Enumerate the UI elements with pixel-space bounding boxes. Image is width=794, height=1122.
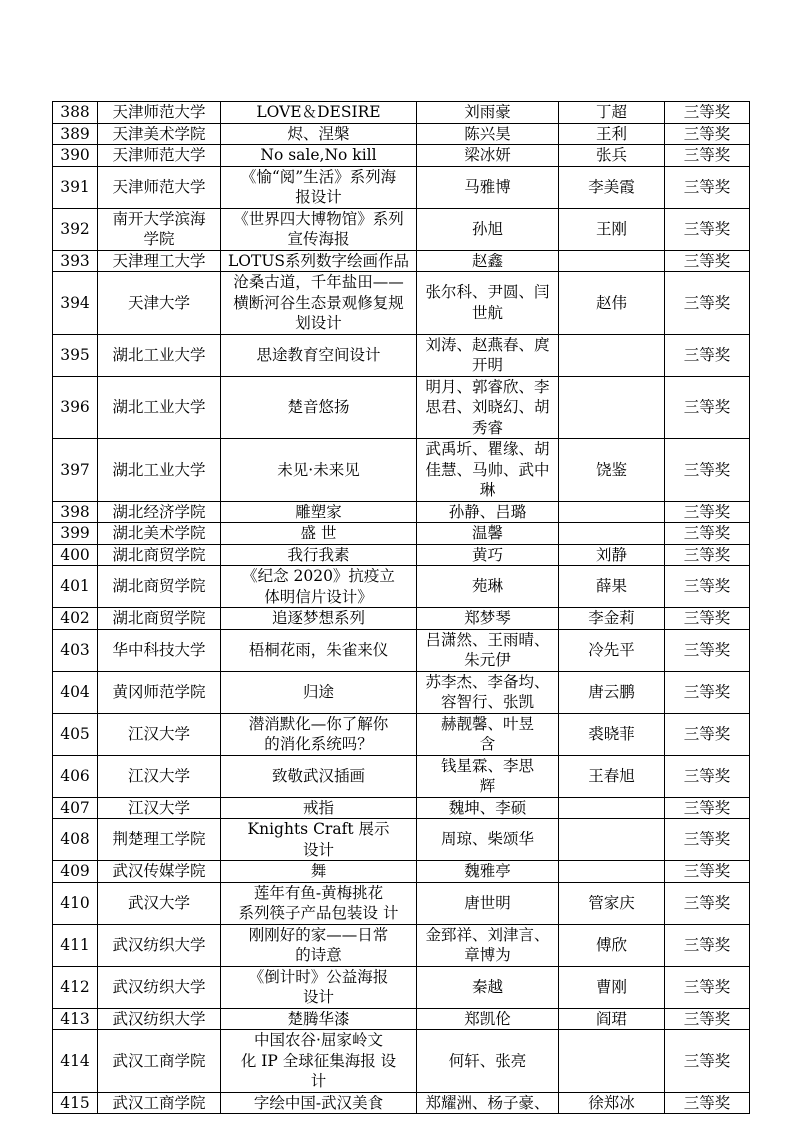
cell-advisor: 傅欣	[559, 924, 665, 966]
cell-title: 梧桐花雨，朱雀来仪	[221, 629, 417, 671]
cell-authors: 郑梦琴	[417, 608, 559, 630]
cell-no: 394	[53, 272, 98, 335]
cell-advisor: 管家庆	[559, 882, 665, 924]
table-row	[53, 272, 750, 335]
cell-advisor: 薛果	[559, 566, 665, 608]
cell-school: 天津理工大学	[98, 250, 221, 272]
cell-award: 三等奖	[665, 501, 750, 523]
cell-no: 388	[53, 102, 98, 124]
cell-school: 天津师范大学	[98, 145, 221, 167]
cell-no: 389	[53, 123, 98, 145]
cell-advisor: 唐云鹏	[559, 671, 665, 713]
cell-award: 三等奖	[665, 123, 750, 145]
table-row	[53, 755, 750, 797]
cell-title: 盛 世	[221, 523, 417, 545]
cell-title: 《倒计时》公益海报 设计	[221, 966, 417, 1008]
cell-authors: 魏雅亭	[417, 861, 559, 883]
cell-no: 407	[53, 797, 98, 819]
cell-title: 中国农谷·屈家岭文 化 IP 全球征集海报 设 计	[221, 1030, 417, 1093]
cell-title: 未见·未来见	[221, 439, 417, 502]
cell-title: 莲年有鱼-黄梅挑花 系列筷子产品包装设 计	[221, 882, 417, 924]
cell-school: 江汉大学	[98, 755, 221, 797]
cell-school: 黄冈师范学院	[98, 671, 221, 713]
table-row	[53, 819, 750, 861]
table-row	[53, 208, 750, 250]
cell-authors: 梁冰妍	[417, 145, 559, 167]
cell-advisor	[559, 797, 665, 819]
cell-no: 396	[53, 376, 98, 439]
cell-advisor: 曹刚	[559, 966, 665, 1008]
cell-school: 武汉纺织大学	[98, 966, 221, 1008]
cell-no: 403	[53, 629, 98, 671]
cell-advisor: 张兵	[559, 145, 665, 167]
cell-authors: 刘雨豪	[417, 102, 559, 124]
cell-title: 烬、涅槃	[221, 123, 417, 145]
cell-no: 392	[53, 208, 98, 250]
cell-award: 三等奖	[665, 523, 750, 545]
cell-award: 三等奖	[665, 166, 750, 208]
cell-title: Knights Craft 展示 设计	[221, 819, 417, 861]
cell-no: 397	[53, 439, 98, 502]
cell-no: 405	[53, 713, 98, 755]
cell-title: 追逐梦想系列	[221, 608, 417, 630]
cell-no: 409	[53, 861, 98, 883]
cell-award: 三等奖	[665, 145, 750, 167]
cell-title: 致敬武汉插画	[221, 755, 417, 797]
table-row	[53, 166, 750, 208]
cell-title: 楚腾华漆	[221, 1008, 417, 1030]
table-row	[53, 797, 750, 819]
table-row	[53, 523, 750, 545]
cell-title: 潜消默化—你了解你 的消化系统吗？	[221, 713, 417, 755]
cell-no: 401	[53, 566, 98, 608]
cell-authors: 孙静、吕璐	[417, 501, 559, 523]
cell-award: 三等奖	[665, 250, 750, 272]
cell-advisor: 裘晓菲	[559, 713, 665, 755]
table-row	[53, 671, 750, 713]
cell-no: 393	[53, 250, 98, 272]
table-row	[53, 1092, 750, 1114]
cell-award: 三等奖	[665, 1092, 750, 1114]
cell-authors: 郑耀洲、杨子豪、	[417, 1092, 559, 1114]
cell-school: 天津大学	[98, 272, 221, 335]
cell-school: 武汉工商学院	[98, 1092, 221, 1114]
table-row	[53, 629, 750, 671]
cell-school: 湖北工业大学	[98, 334, 221, 376]
cell-advisor: 饶鉴	[559, 439, 665, 502]
cell-authors: 魏坤、李硕	[417, 797, 559, 819]
cell-authors: 赵鑫	[417, 250, 559, 272]
cell-school: 湖北美术学院	[98, 523, 221, 545]
cell-authors: 郑凯伦	[417, 1008, 559, 1030]
cell-school: 湖北经济学院	[98, 501, 221, 523]
cell-no: 408	[53, 819, 98, 861]
cell-title: No sale,No kill	[221, 145, 417, 167]
table-row	[53, 1030, 750, 1093]
cell-no: 395	[53, 334, 98, 376]
cell-title: 舞	[221, 861, 417, 883]
cell-no: 412	[53, 966, 98, 1008]
cell-advisor	[559, 501, 665, 523]
cell-school: 华中科技大学	[98, 629, 221, 671]
table-row	[53, 501, 750, 523]
cell-title: 思途教育空间设计	[221, 334, 417, 376]
cell-award: 三等奖	[665, 966, 750, 1008]
cell-advisor: 徐郑冰	[559, 1092, 665, 1114]
cell-award: 三等奖	[665, 924, 750, 966]
cell-authors: 周琼、柴颂华	[417, 819, 559, 861]
cell-title: LOVE＆DESIRE	[221, 102, 417, 124]
cell-award: 三等奖	[665, 1030, 750, 1093]
cell-title: 戒指	[221, 797, 417, 819]
cell-no: 413	[53, 1008, 98, 1030]
cell-school: 荆楚理工学院	[98, 819, 221, 861]
cell-advisor	[559, 819, 665, 861]
cell-no: 404	[53, 671, 98, 713]
cell-award: 三等奖	[665, 544, 750, 566]
cell-title: 《世界四大博物馆》系列 宣传海报	[221, 208, 417, 250]
cell-school: 武汉纺织大学	[98, 924, 221, 966]
cell-authors: 何轩、张亮	[417, 1030, 559, 1093]
cell-school: 湖北工业大学	[98, 376, 221, 439]
table-row	[53, 123, 750, 145]
cell-school: 天津师范大学	[98, 166, 221, 208]
cell-no: 415	[53, 1092, 98, 1114]
cell-no: 399	[53, 523, 98, 545]
cell-award: 三等奖	[665, 819, 750, 861]
cell-authors: 马雅博	[417, 166, 559, 208]
cell-award: 三等奖	[665, 334, 750, 376]
cell-advisor	[559, 250, 665, 272]
cell-no: 391	[53, 166, 98, 208]
cell-title: 刚刚好的家——日常 的诗意	[221, 924, 417, 966]
cell-award: 三等奖	[665, 671, 750, 713]
cell-award: 三等奖	[665, 608, 750, 630]
cell-advisor: 冷先平	[559, 629, 665, 671]
cell-no: 402	[53, 608, 98, 630]
cell-award: 三等奖	[665, 629, 750, 671]
table-row	[53, 566, 750, 608]
table-row	[53, 439, 750, 502]
table-row	[53, 334, 750, 376]
cell-school: 武汉工商学院	[98, 1030, 221, 1093]
cell-award: 三等奖	[665, 797, 750, 819]
cell-authors: 陈兴昊	[417, 123, 559, 145]
table-row	[53, 544, 750, 566]
cell-school: 湖北商贸学院	[98, 566, 221, 608]
cell-advisor: 王利	[559, 123, 665, 145]
cell-school: 南开大学滨海 学院	[98, 208, 221, 250]
cell-title: 《愉“阅”生活》系列海 报设计	[221, 166, 417, 208]
cell-authors: 温馨	[417, 523, 559, 545]
cell-authors: 黄巧	[417, 544, 559, 566]
table-row	[53, 608, 750, 630]
cell-authors: 秦越	[417, 966, 559, 1008]
cell-award: 三等奖	[665, 272, 750, 335]
cell-school: 江汉大学	[98, 797, 221, 819]
cell-advisor: 李美霞	[559, 166, 665, 208]
table-row	[53, 966, 750, 1008]
cell-school: 江汉大学	[98, 713, 221, 755]
cell-school: 湖北商贸学院	[98, 608, 221, 630]
table-row	[53, 1008, 750, 1030]
cell-advisor: 李金莉	[559, 608, 665, 630]
cell-no: 390	[53, 145, 98, 167]
cell-school: 天津师范大学	[98, 102, 221, 124]
cell-advisor: 王春旭	[559, 755, 665, 797]
cell-advisor: 王刚	[559, 208, 665, 250]
cell-authors: 刘涛、赵燕春、庹 开明	[417, 334, 559, 376]
table-row	[53, 924, 750, 966]
cell-advisor	[559, 334, 665, 376]
cell-school: 武汉大学	[98, 882, 221, 924]
table-row	[53, 713, 750, 755]
table-row	[53, 882, 750, 924]
cell-advisor: 赵伟	[559, 272, 665, 335]
cell-school: 天津美术学院	[98, 123, 221, 145]
cell-advisor	[559, 1030, 665, 1093]
table-row	[53, 376, 750, 439]
cell-authors: 金郅祥、刘津言、 章博为	[417, 924, 559, 966]
table-body	[53, 102, 750, 1114]
cell-no: 398	[53, 501, 98, 523]
cell-no: 410	[53, 882, 98, 924]
cell-advisor	[559, 861, 665, 883]
cell-authors: 张尔科、尹圆、闫 世航	[417, 272, 559, 335]
cell-authors: 苑琳	[417, 566, 559, 608]
cell-school: 武汉纺织大学	[98, 1008, 221, 1030]
cell-award: 三等奖	[665, 882, 750, 924]
cell-award: 三等奖	[665, 439, 750, 502]
cell-school: 湖北商贸学院	[98, 544, 221, 566]
cell-title: 沧桑古道，千年盐田—— 横断河谷生态景观修复规 划设计	[221, 272, 417, 335]
cell-authors: 钱星霖、李思 辉	[417, 755, 559, 797]
cell-no: 406	[53, 755, 98, 797]
cell-school: 湖北工业大学	[98, 439, 221, 502]
cell-authors: 苏李杰、李备均、 容智行、张凯	[417, 671, 559, 713]
cell-authors: 赫靓馨、叶昱 含	[417, 713, 559, 755]
award-table	[52, 101, 750, 1114]
cell-advisor	[559, 523, 665, 545]
cell-no: 400	[53, 544, 98, 566]
cell-award: 三等奖	[665, 376, 750, 439]
cell-title: 楚音悠扬	[221, 376, 417, 439]
cell-title: 《纪念 2020》抗疫立 体明信片设计》	[221, 566, 417, 608]
cell-title: 归途	[221, 671, 417, 713]
cell-title: 雕塑家	[221, 501, 417, 523]
cell-advisor: 刘静	[559, 544, 665, 566]
cell-no: 411	[53, 924, 98, 966]
cell-school: 武汉传媒学院	[98, 861, 221, 883]
table-row	[53, 102, 750, 124]
table-row	[53, 250, 750, 272]
table-row	[53, 861, 750, 883]
cell-title: 我行我素	[221, 544, 417, 566]
cell-award: 三等奖	[665, 755, 750, 797]
cell-advisor	[559, 376, 665, 439]
table-row	[53, 145, 750, 167]
cell-authors: 唐世明	[417, 882, 559, 924]
cell-award: 三等奖	[665, 861, 750, 883]
cell-title: LOTUS系列数字绘画作品	[221, 250, 417, 272]
cell-award: 三等奖	[665, 102, 750, 124]
cell-award: 三等奖	[665, 208, 750, 250]
cell-advisor: 丁超	[559, 102, 665, 124]
cell-advisor: 阎珺	[559, 1008, 665, 1030]
cell-award: 三等奖	[665, 566, 750, 608]
cell-title: 字绘中国-武汉美食	[221, 1092, 417, 1114]
cell-award: 三等奖	[665, 1008, 750, 1030]
cell-award: 三等奖	[665, 713, 750, 755]
cell-no: 414	[53, 1030, 98, 1093]
cell-authors: 吕潇然、王雨晴、 朱元伊	[417, 629, 559, 671]
cell-authors: 明月、郭睿欣、李 思君、刘晓幻、胡 秀睿	[417, 376, 559, 439]
cell-authors: 孙旭	[417, 208, 559, 250]
cell-authors: 武禹圻、瞿缘、胡 佳慧、马帅、武中 琳	[417, 439, 559, 502]
